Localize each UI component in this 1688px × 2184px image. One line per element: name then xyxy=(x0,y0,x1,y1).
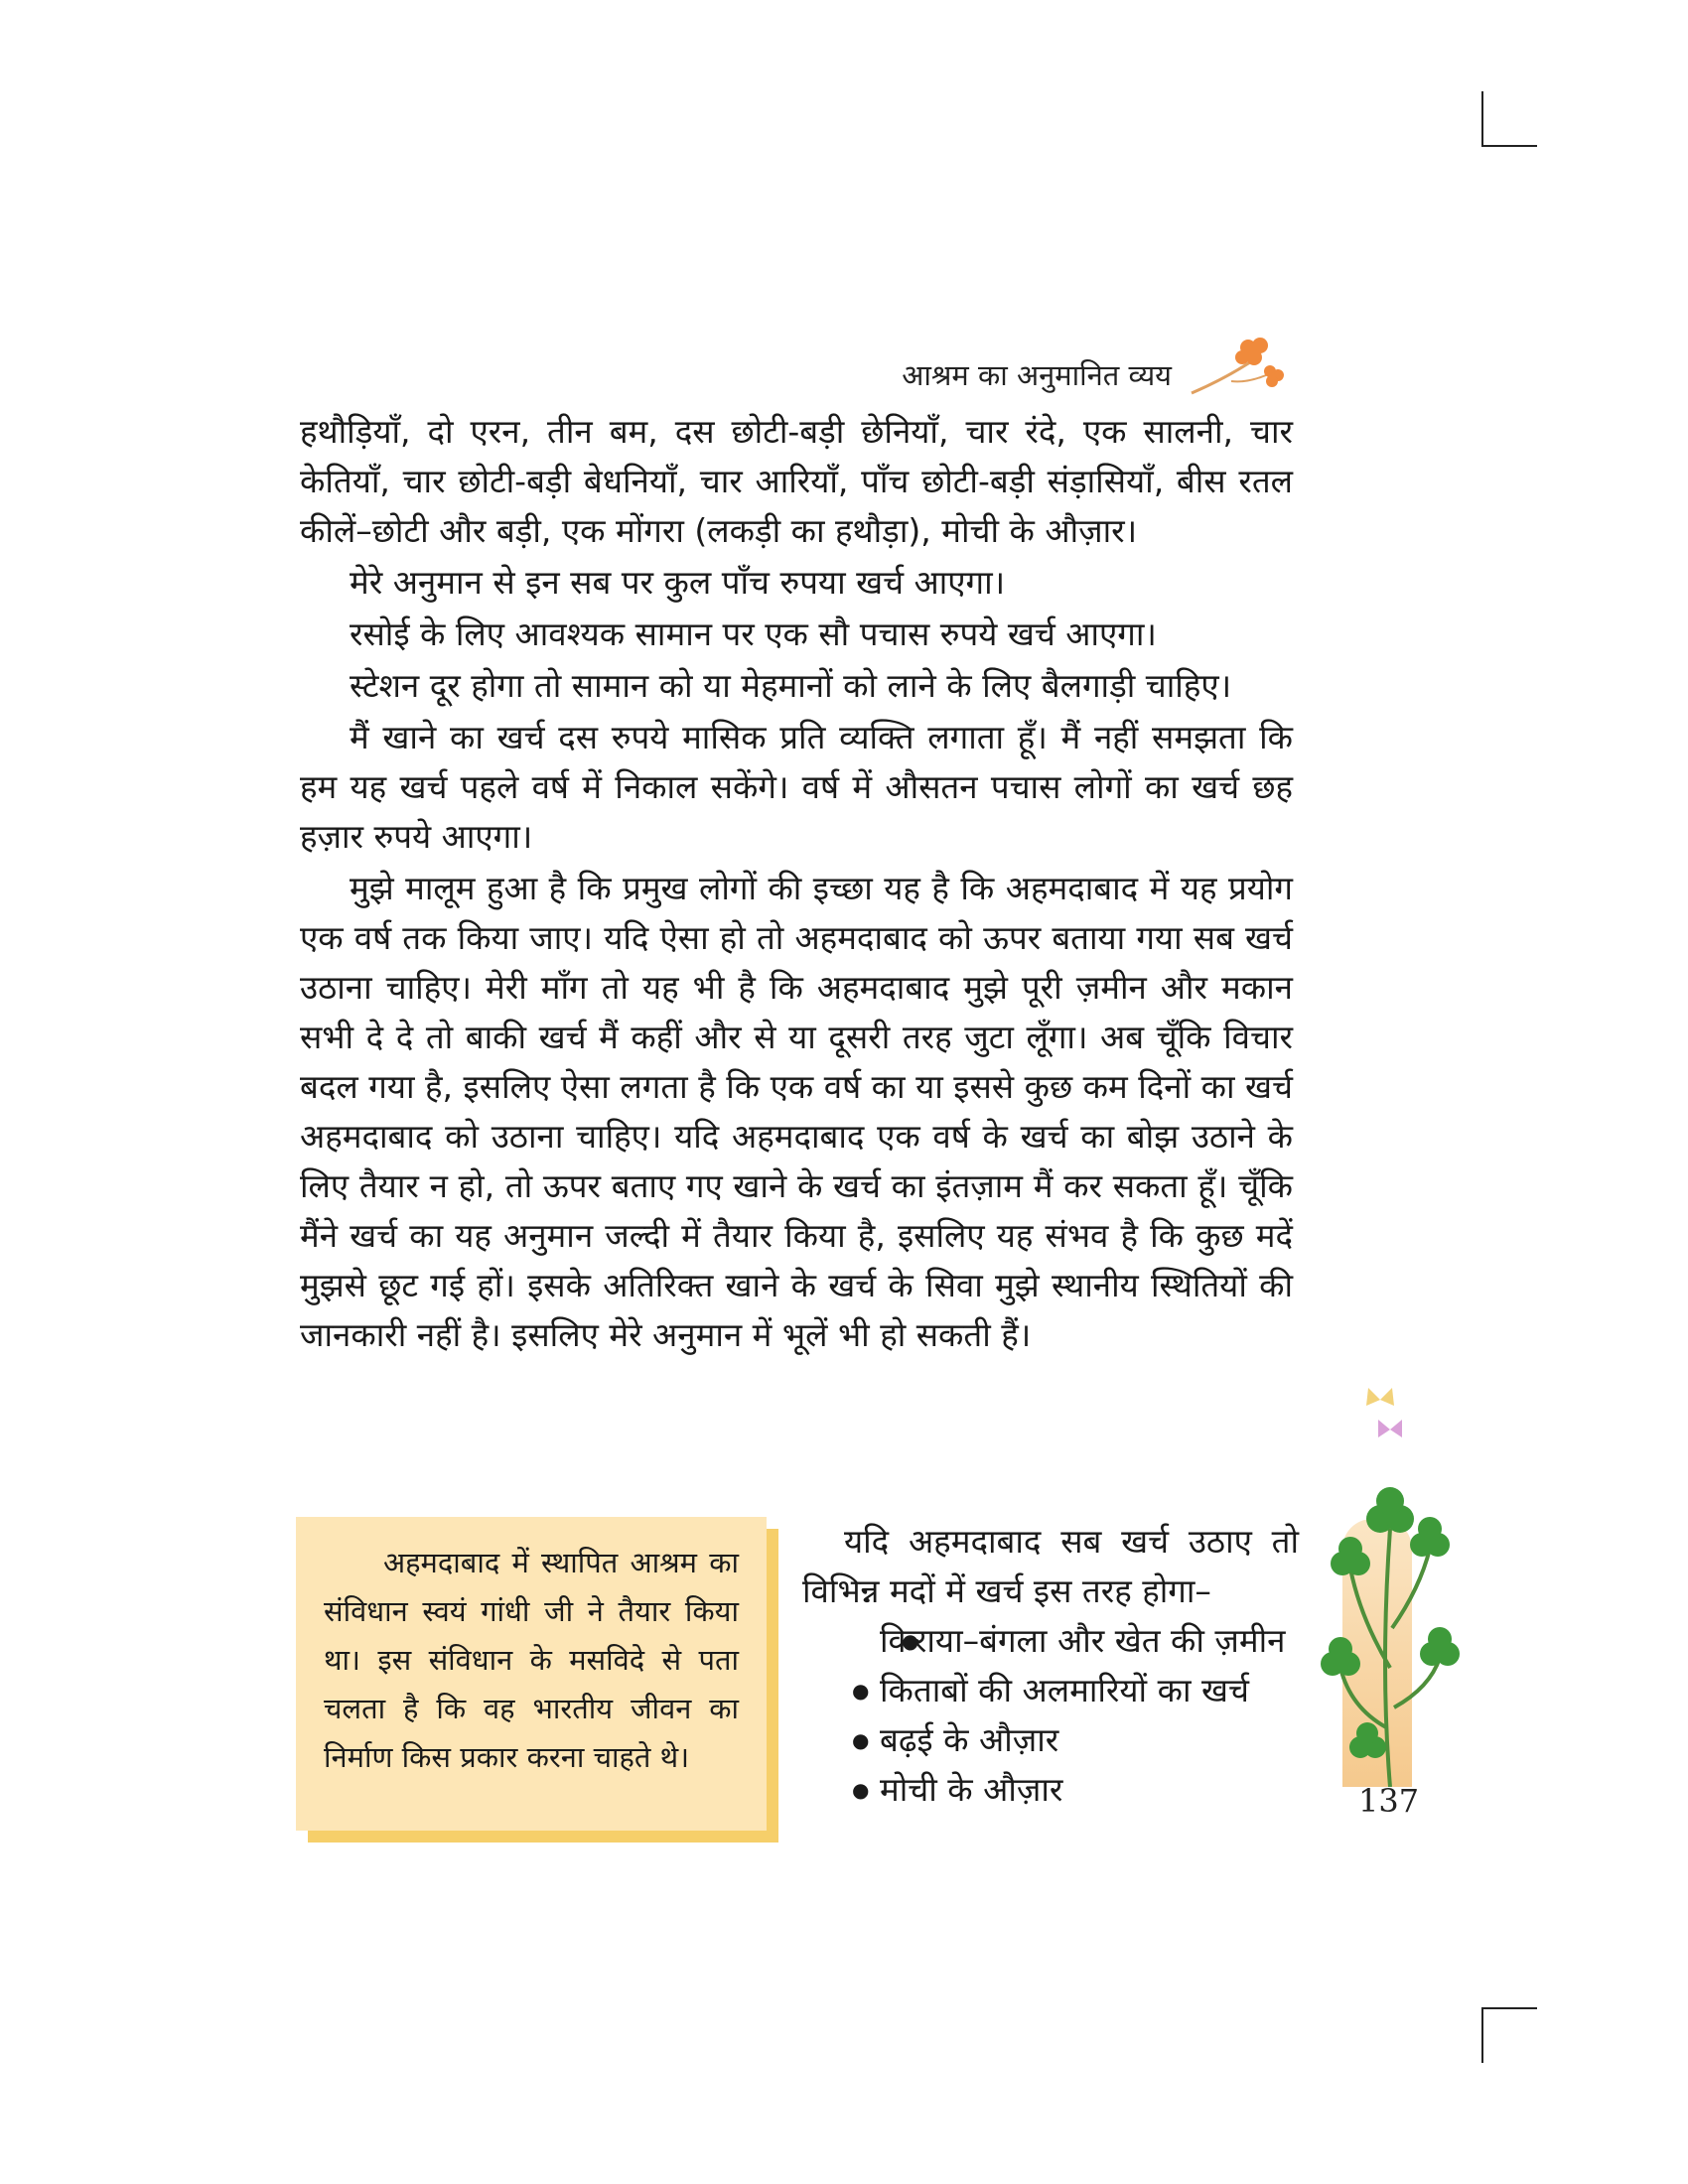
paragraph-food-cost: मैं खाने का खर्च दस रुपये मासिक प्रति व्यक्ति लगाता हूँ। मैं नहीं समझता कि हम यह खर्च पहले वर्ष में निकाल सकेंगे। वर्ष में औसतन पचास लोगों का खर्च छह हज़ार रुपये आएगा। xyxy=(300,718,1293,856)
crop-mark-top-vertical xyxy=(1481,91,1483,145)
paragraph-tools-list: हथौड़ियाँ, दो एरन, तीन बम, दस छोटी-बड़ी छेनियाँ, चार रंदे, एक सालनी, चार केतियाँ, चार छोटी-बड़ी बेधनियाँ, चार आरियाँ, पाँच छोटी-बड़ी संड़ासियाँ, बीस रतल कीलें–छोटी और बड़ी, एक मोंगरा (लकड़ी का हथौड़ा), मोची के औज़ार। xyxy=(300,412,1293,550)
list-item: ● मोची के औज़ार xyxy=(802,1765,1299,1815)
paragraph-bullock-cart: स्टेशन दूर होगा तो सामान को या मेहमानों को लाने के लिए बैलगाड़ी चाहिए। xyxy=(350,666,1232,705)
crop-mark-bottom-horizontal xyxy=(1481,2007,1537,2009)
crop-mark-top-horizontal xyxy=(1481,145,1537,147)
page-number: 137 xyxy=(1358,1782,1420,1820)
list-item: ● किताबों की अलमारियों का खर्च xyxy=(802,1666,1299,1715)
butterfly-icon xyxy=(1366,1388,1402,1437)
note-box-text: अहमदाबाद में स्थापित आश्रम का संविधान स्वयं गांधी जी ने तैयार किया था। इस संविधान के मसविदे से पता चलता है कि वह भारतीय जीवन का निर्माण किस प्रकार करना चाहते थे। xyxy=(324,1546,739,1774)
list-item: ● किराया–बंगला और खेत की ज़मीन xyxy=(802,1616,1299,1666)
paragraph-kitchen-cost: रसोई के लिए आवश्यक सामान पर एक सौ पचास रुपये खर्च आएगा। xyxy=(350,614,1157,653)
crop-mark-bottom-vertical xyxy=(1481,2007,1483,2063)
body-text xyxy=(300,407,1293,1362)
expense-list xyxy=(802,1616,1299,1815)
expense-list-column xyxy=(802,1517,1299,1815)
paragraph-tools-cost: मेरे अनुमान से इन सब पर कुल पाँच रुपया खर्च आएगा। xyxy=(350,563,1006,602)
running-head: आश्रम का अनुमानित व्यय xyxy=(902,358,1172,392)
list-item: ● बढ़ई के औज़ार xyxy=(802,1715,1299,1765)
paragraph-ahmedabad-expense: मुझे मालूम हुआ है कि प्रमुख लोगों की इच्छा यह है कि अहमदाबाद में यह प्रयोग एक वर्ष तक किया जाए। यदि ऐसा हो तो अहमदाबाद को ऊपर बताया गया सब खर्च उठाना चाहिए। मेरी माँग तो यह भी है कि अहमदाबाद मुझे पूरी ज़मीन और मकान सभी दे दे तो बाकी खर्च मैं कहीं और से या दूसरी तरह जुटा लूँगा। अब चूँकि विचार बदल गया है, इसलिए ऐसा लगता है कि एक वर्ष का या इससे कुछ कम दिनों का खर्च अहमदाबाद को उठाना चाहिए। यदि अहमदाबाद एक वर्ष के खर्च का बोझ उठाने के लिए तैयार न हो, तो ऊपर बताए गए खाने के खर्च का इंतज़ाम मैं कर सकता हूँ। चूँकि मैंने खर्च का यह अनुमान जल्दी में तैयार किया है, इसलिए यह संभव है कि कुछ मदें मुझसे छूट गई हों। इसके अतिरिक्त खाने के खर्च के सिवा मुझे स्थानीय स्थितियों की जानकारी नहीं है। इसलिए मेरे अनुमान में भूलें भी हो सकती हैं। xyxy=(300,869,1293,1354)
note-box xyxy=(296,1517,767,1831)
clover-plant-icon xyxy=(1321,1370,1460,1787)
flower-sprig-icon xyxy=(1187,334,1286,403)
expense-list-intro: यदि अहमदाबाद सब खर्च उठाए तो विभिन्न मदों में खर्च इस तरह होगा– xyxy=(802,1522,1299,1610)
